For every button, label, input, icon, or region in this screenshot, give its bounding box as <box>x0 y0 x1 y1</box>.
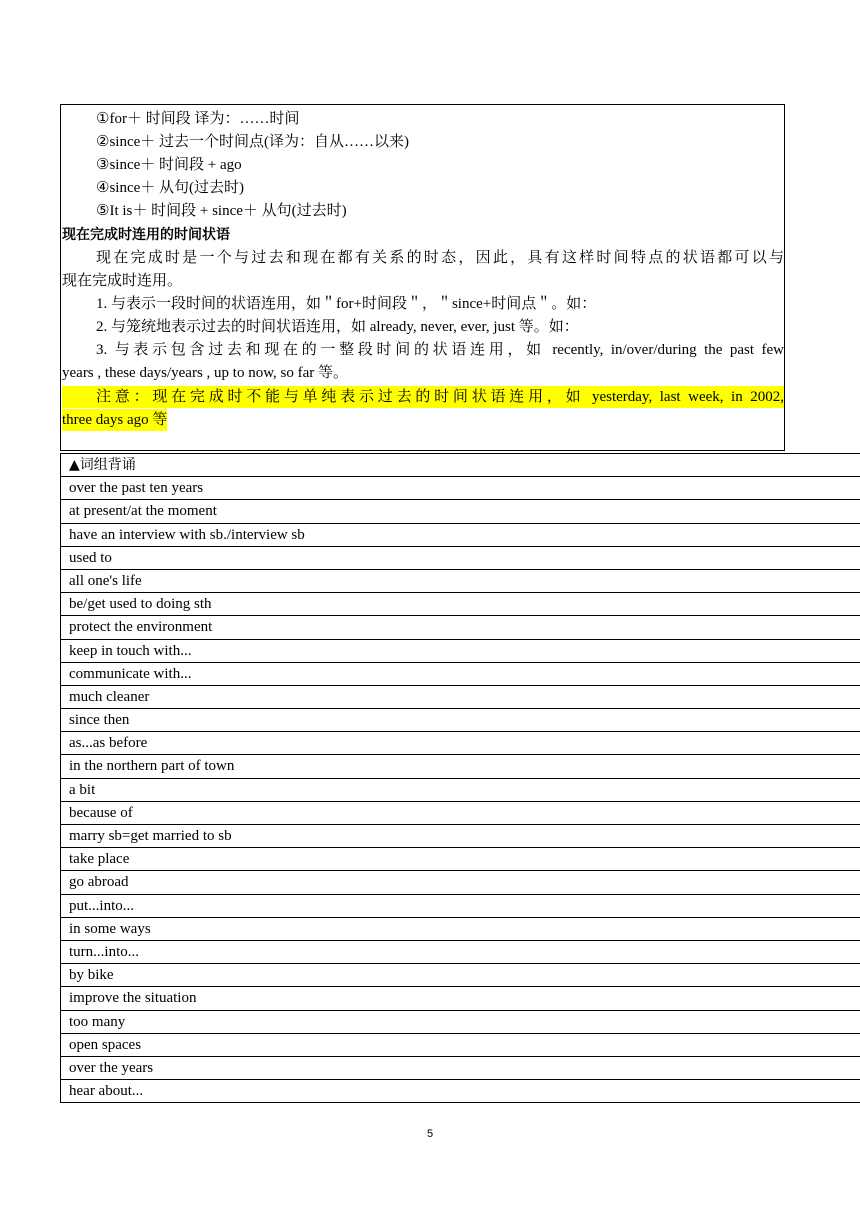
rule-line-5: ⑤It is＋ 时间段 + since＋ 从句(过去时) <box>96 203 347 219</box>
intro-line-2: 现在完成时连用。 <box>62 273 183 289</box>
note-line-2: three days ago 等 <box>62 409 167 431</box>
phrase-row: take place <box>61 848 860 871</box>
usage-item-3: 3. 与表示包含过去和现在的一整段时间的状语连用，如 recently, in/over/during the past few <box>96 342 784 358</box>
phrase-row: marry sb=get married to sb <box>61 825 860 848</box>
rule-line-2: ②since＋ 过去一个时间点(译为：自从……以来) <box>96 134 410 150</box>
phrase-row: at present/at the moment <box>61 500 860 523</box>
note-line-1: 注意：现在完成时不能与单纯表示过去的时间状语连用，如 yesterday, last week, in 2002, <box>62 386 784 408</box>
usage-item-3-cont: years , these days/years , up to now, so far 等。 <box>62 365 349 381</box>
phrase-row: as...as before <box>61 732 860 755</box>
phrase-row: used to <box>61 547 860 570</box>
phrase-row: much cleaner <box>61 686 860 709</box>
phrase-row: a bit <box>61 779 860 802</box>
phrase-row: turn...into... <box>61 941 860 964</box>
phrase-table-header: ▲词组背诵 <box>61 454 860 477</box>
rule-line-4: ④since＋ 从句(过去时) <box>96 180 245 196</box>
phrase-row: open spaces <box>61 1034 860 1057</box>
phrase-row: be/get used to doing sth <box>61 593 860 616</box>
phrase-row: protect the environment <box>61 616 860 639</box>
phrase-row: have an interview with sb./interview sb <box>61 524 860 547</box>
phrase-row: too many <box>61 1011 860 1034</box>
phrase-row: hear about... <box>61 1080 860 1103</box>
page-number: 5 <box>426 1128 434 1140</box>
phrase-row: over the years <box>61 1057 860 1080</box>
phrase-row: over the past ten years <box>61 477 860 500</box>
phrase-row: communicate with... <box>61 663 860 686</box>
rule-line-1: ①for＋ 时间段 译为：……时间 <box>96 111 300 127</box>
grammar-box <box>60 104 785 451</box>
phrase-table <box>60 453 860 1103</box>
phrase-row: go abroad <box>61 871 860 894</box>
phrase-row: by bike <box>61 964 860 987</box>
intro-line-1: 现在完成时是一个与过去和现在都有关系的时态，因此，具有这样时间特点的状语都可以与 <box>96 250 784 266</box>
phrase-row: improve the situation <box>61 987 860 1010</box>
usage-item-2: 2. 与笼统地表示过去的时间状语连用，如 already, never, ever, just 等。如： <box>96 319 579 335</box>
phrase-row: in the northern part of town <box>61 755 860 778</box>
usage-item-1: 1. 与表示一段时间的状语连用，如＂for+时间段＂，＂since+时间点＂。如： <box>96 296 597 312</box>
section-heading: 现在完成时连用的时间状语 <box>62 227 230 243</box>
phrase-row: since then <box>61 709 860 732</box>
phrase-row: all one's life <box>61 570 860 593</box>
rule-line-3: ③since＋ 时间段 + ago <box>96 157 242 173</box>
phrase-row: because of <box>61 802 860 825</box>
phrase-row: put...into... <box>61 895 860 918</box>
phrase-row: in some ways <box>61 918 860 941</box>
phrase-row: keep in touch with... <box>61 640 860 663</box>
